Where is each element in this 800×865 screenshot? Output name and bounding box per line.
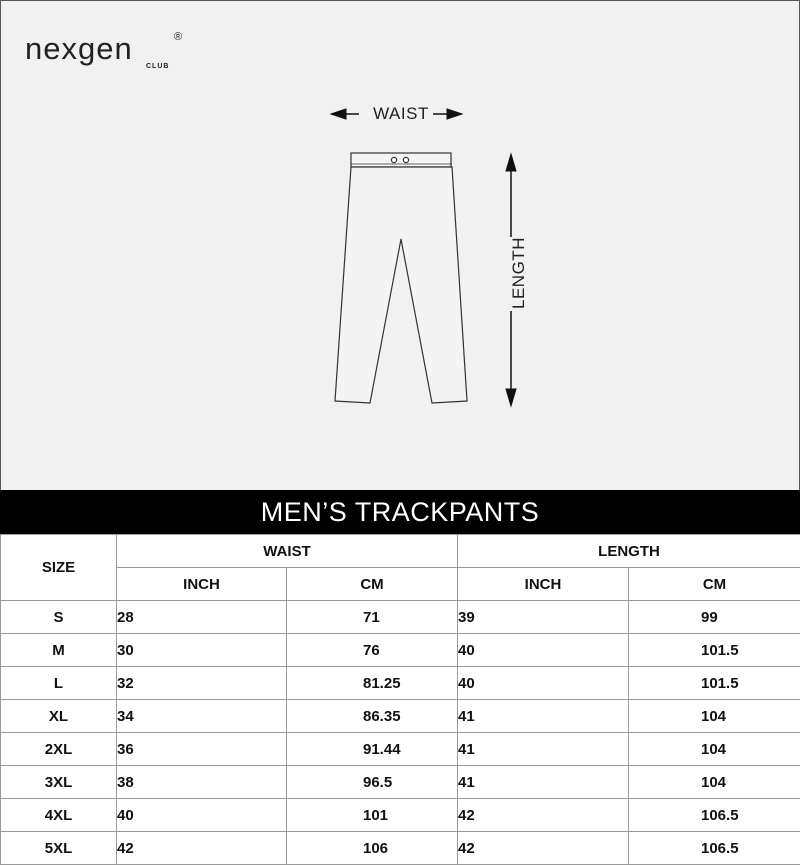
waist-inch-cell: 34 [117, 700, 287, 733]
length-cm-cell: 101.5 [629, 634, 800, 667]
size-cell: 3XL [1, 766, 117, 799]
length-cm-cell: 106.5 [629, 799, 800, 832]
waist-cm-cell: 76 [287, 634, 458, 667]
waist-inch-cell: 30 [117, 634, 287, 667]
waist-inch-cell: 40 [117, 799, 287, 832]
waist-inch-cell: 32 [117, 667, 287, 700]
length-inch-cell: 42 [458, 832, 629, 865]
size-chart-table [0, 534, 800, 865]
table-row [1, 700, 800, 733]
waist-cm-cell: 96.5 [287, 766, 458, 799]
table-row [1, 634, 800, 667]
pants-outline [335, 153, 467, 403]
section-title: MEN’S TRACKPANTS [0, 490, 800, 534]
waist-cm-cell: 86.35 [287, 700, 458, 733]
waist-inch-cell: 38 [117, 766, 287, 799]
length-inch-cell: 40 [458, 634, 629, 667]
table-row [1, 733, 800, 766]
length-inch-cell: 41 [458, 766, 629, 799]
size-cell: S [1, 601, 117, 634]
length-cm-cell: 104 [629, 766, 800, 799]
length-inch-cell: 39 [458, 601, 629, 634]
waist-inch-cell: 42 [117, 832, 287, 865]
length-cm-header: CM [629, 568, 800, 601]
waist-label: WAIST [361, 104, 441, 124]
waist-cm-cell: 101 [287, 799, 458, 832]
length-label: LENGTH [509, 233, 529, 313]
waist-cm-cell: 71 [287, 601, 458, 634]
logo-subtext: CLUB [146, 63, 169, 70]
waist-cm-cell: 81.25 [287, 667, 458, 700]
size-cell: 4XL [1, 799, 117, 832]
waist-cm-cell: 91.44 [287, 733, 458, 766]
waist-inch-header: INCH [117, 568, 287, 601]
waist-cm-cell: 106 [287, 832, 458, 865]
length-cm-cell: 101.5 [629, 667, 800, 700]
length-inch-cell: 41 [458, 700, 629, 733]
length-cm-cell: 104 [629, 700, 800, 733]
length-header: LENGTH [458, 535, 800, 568]
size-cell: L [1, 667, 117, 700]
table-row [1, 766, 800, 799]
length-cm-cell: 106.5 [629, 832, 800, 865]
size-cell: 5XL [1, 832, 117, 865]
registered-mark: ® [174, 31, 182, 43]
table-subheader-row [1, 568, 800, 601]
length-inch-cell: 41 [458, 733, 629, 766]
size-cell: XL [1, 700, 117, 733]
table-row [1, 799, 800, 832]
waist-inch-cell: 28 [117, 601, 287, 634]
trackpants-diagram [1, 1, 799, 490]
table-row [1, 601, 800, 634]
logo-text: nexgen [25, 29, 133, 69]
length-inch-cell: 42 [458, 799, 629, 832]
waist-cm-header: CM [287, 568, 458, 601]
table-row [1, 832, 800, 865]
size-cell: 2XL [1, 733, 117, 766]
waist-inch-cell: 36 [117, 733, 287, 766]
length-inch-cell: 40 [458, 667, 629, 700]
size-illustration [1, 1, 799, 490]
size-header: SIZE [1, 535, 117, 601]
length-inch-header: INCH [458, 568, 629, 601]
table-row [1, 667, 800, 700]
waist-header: WAIST [117, 535, 458, 568]
table-header-row [1, 535, 800, 568]
size-cell: M [1, 634, 117, 667]
length-cm-cell: 99 [629, 601, 800, 634]
length-cm-cell: 104 [629, 733, 800, 766]
